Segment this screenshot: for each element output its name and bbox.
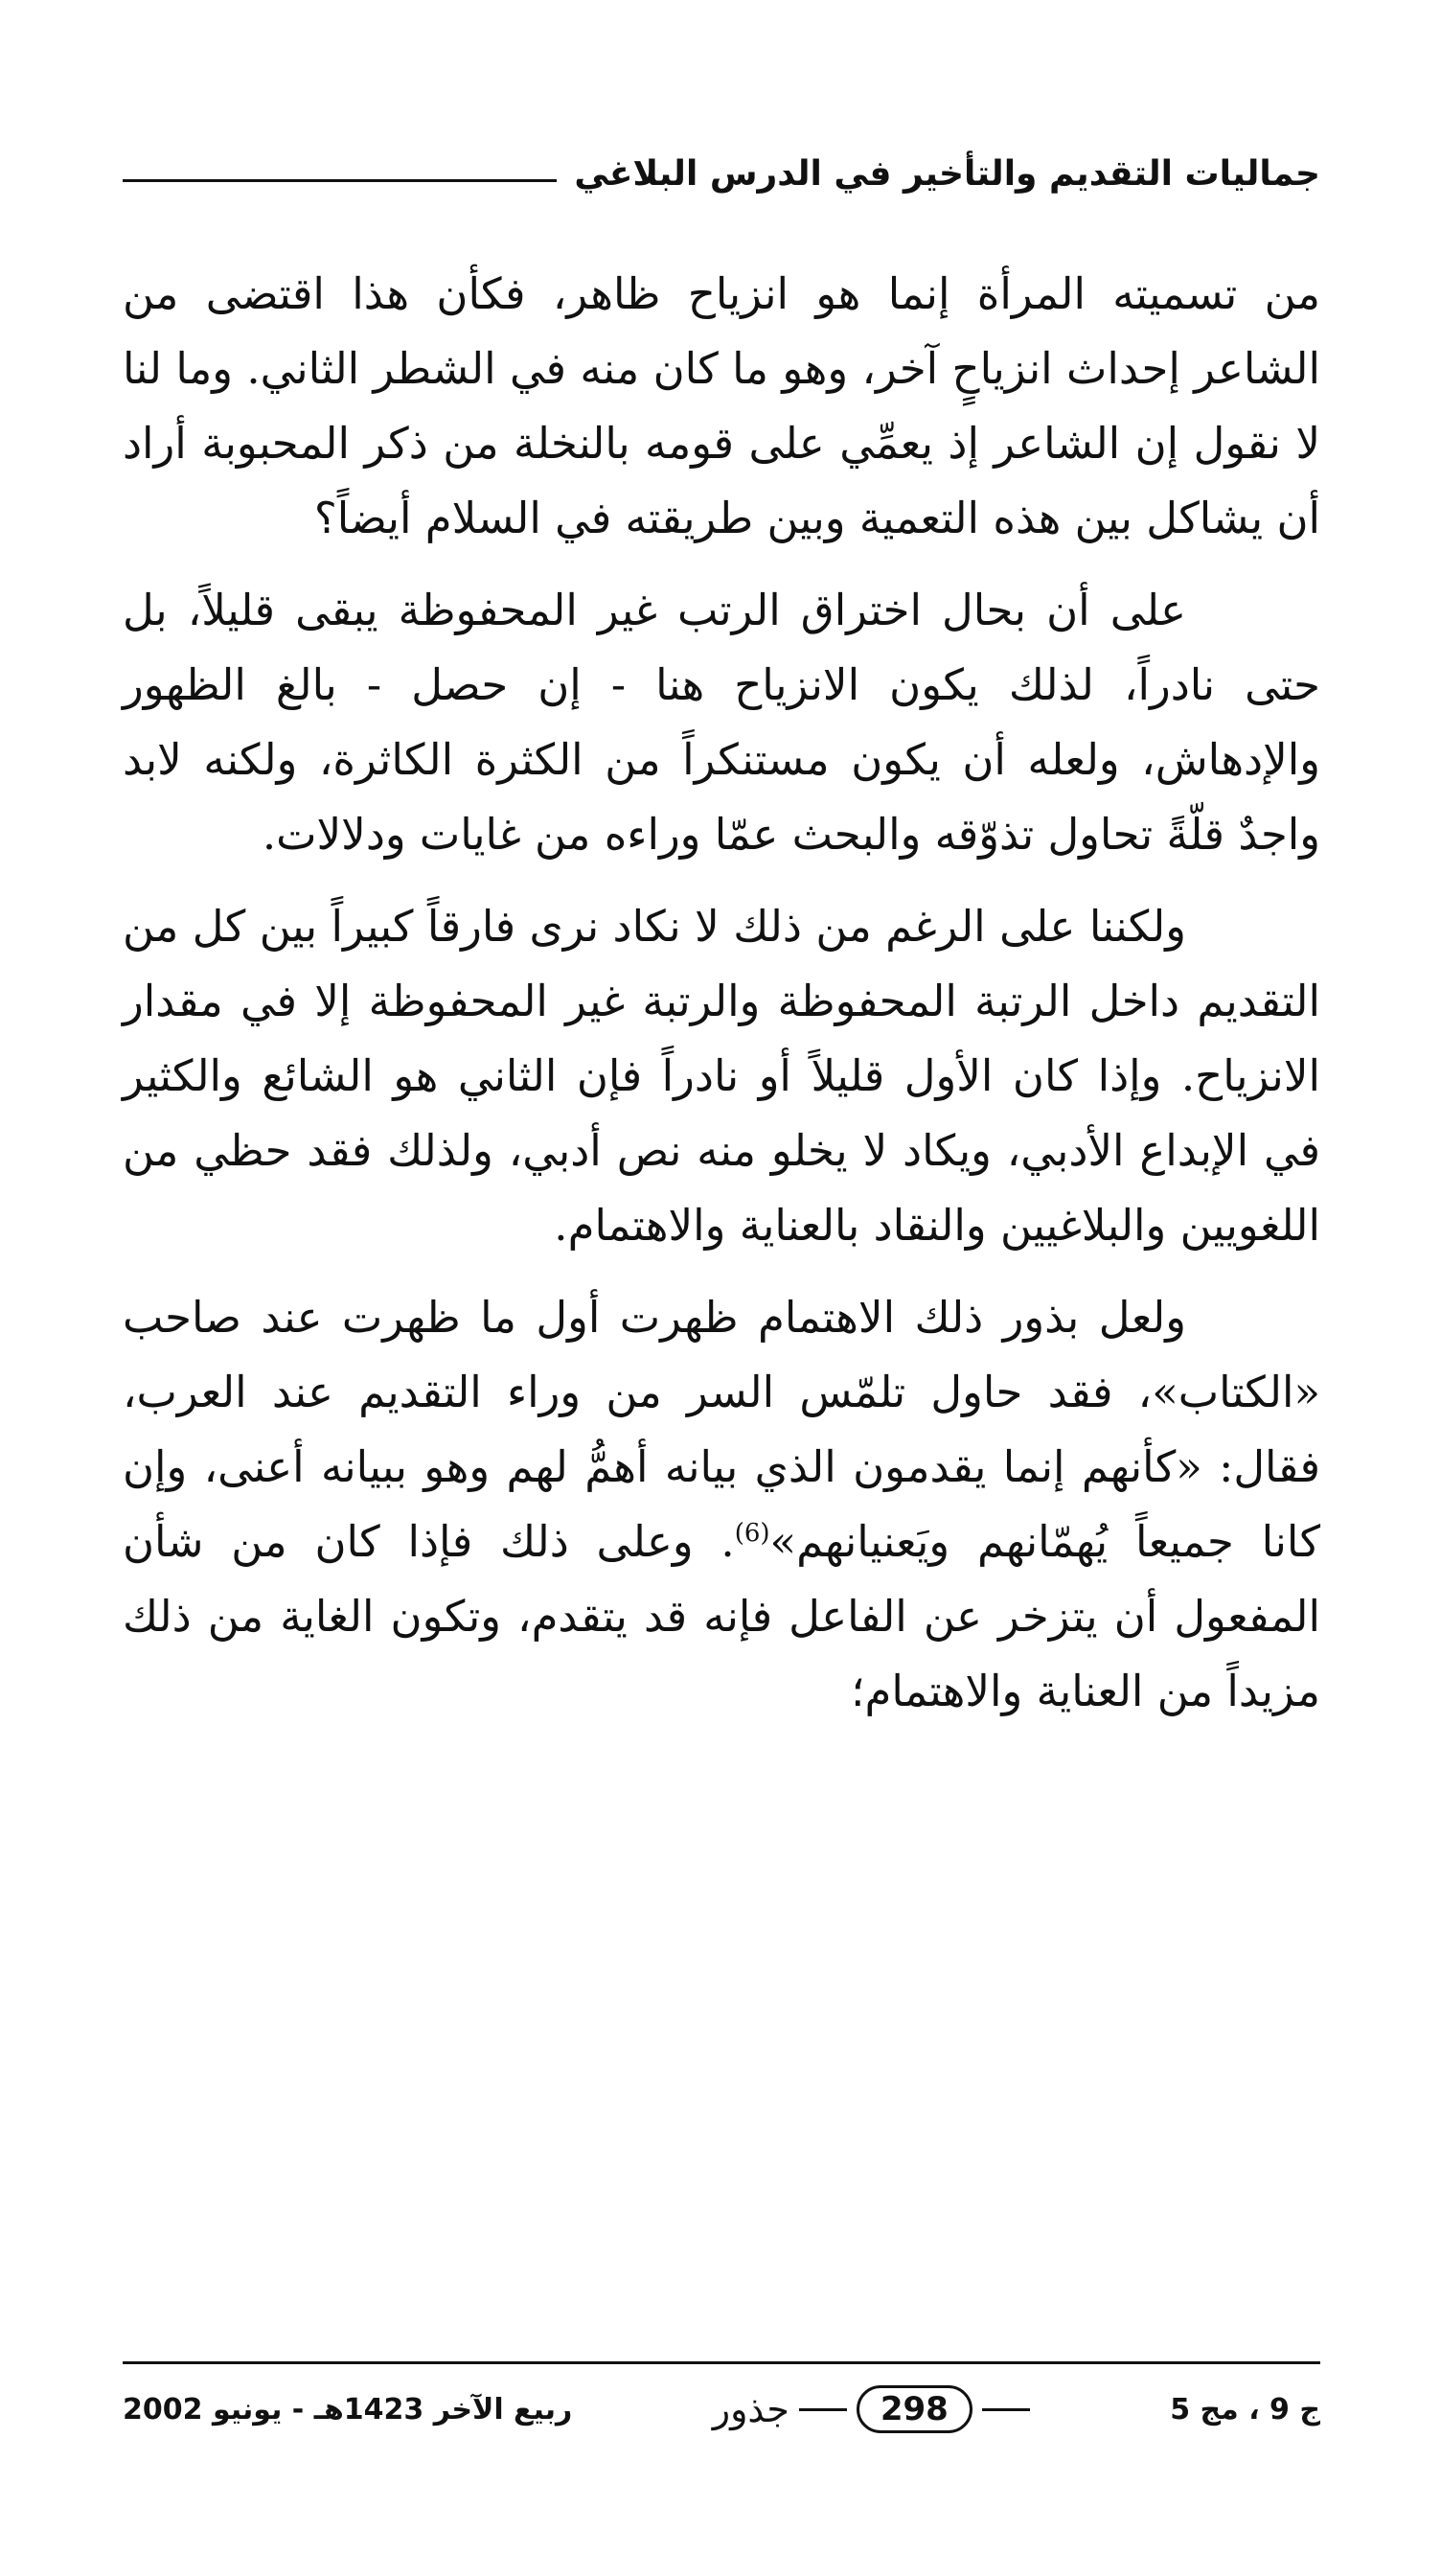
issue-info: ج 9 ، مج 5 [1170, 2392, 1320, 2426]
issue-date: ربيع الآخر 1423هـ - يونيو 2002 [123, 2392, 573, 2426]
paragraph-3: ولكننا على الرغم من ذلك لا نكاد نرى فارقاً كبيراً بين كل من التقديم داخل الرتبة المحفوظة والرتبة غير المحفوظة إلا في مقدار الانزياح. وإذا كان الأول قليلاً أو نادراً فإن الثاني هو الشائع والكثير في الإبداع الأدبي، ويكاد لا يخلو منه نص أدبي، ولذلك فقد حظي من اللغويين والبلاغيين والنقاد بالعناية والاهتمام. [123, 901, 1320, 1251]
journal-page-mark [713, 2385, 1030, 2433]
footer-dash [982, 2408, 1030, 2411]
header-title: جماليات التقديم والتأخير في الدرس البلاغي [574, 154, 1320, 194]
running-header [123, 144, 1320, 192]
paragraph-1: من تسميته المرأة إنما هو انزياح ظاهر، فكأن هذا اقتضى من الشاعر إحداث انزياحٍ آخر، وهو ما كان منه في الشطر الثاني. وما لنا لا نقول إن الشاعر إذ يعمِّي على قومه بالنخلة من ذكر المحبوبة أراد أن يشاكل بين هذه التعمية وبين طريقته في السلام أيضاً؟ [123, 268, 1320, 543]
paragraph-4-text-a: ولعل بذور ذلك الاهتمام ظهرت أول ما ظهرت عند صاحب «الكتاب»، فقد حاول تلمّس السر من وراء التقديم عند العرب، فقال: «كأنهم إنما يقدمون الذي بيانه أهمُّ لهم وهو ببيانه أعنى، وإن كانا جميعاً يُهمّانهم ويَعنيانهم» [123, 1292, 1321, 1567]
paragraph-4 [123, 1280, 1320, 1729]
page-number: 298 [857, 2385, 972, 2433]
paragraph-4-text-b: . وعلى ذلك فإذا كان من شأن المفعول أن يتزخر عن الفاعل فإنه قد يتقدم، وتكون الغاية من ذلك مزيداً من العناية والاهتمام؛ [123, 1516, 1320, 1716]
page-footer [123, 2380, 1320, 2438]
footer-rule [123, 2361, 1320, 2364]
paragraph-2: على أن بحال اختراق الرتب غير المحفوظة يبقى قليلاً، بل حتى نادراً، لذلك يكون الانزياح هنا - إن حصل - بالغ الظهور والإدهاش، ولعله أن يكون مستنكراً من الكثرة الكاثرة، ولكنه لابد واجدٌ قلّةً تحاول تذوّقه والبحث عمّا وراءه من غايات ودلالات. [123, 585, 1320, 860]
body-text [123, 257, 1320, 1729]
journal-name: جذور [712, 2388, 789, 2430]
footer-dash [799, 2408, 847, 2411]
header-rule [123, 179, 557, 182]
footnote-ref: (6) [734, 1519, 770, 1548]
